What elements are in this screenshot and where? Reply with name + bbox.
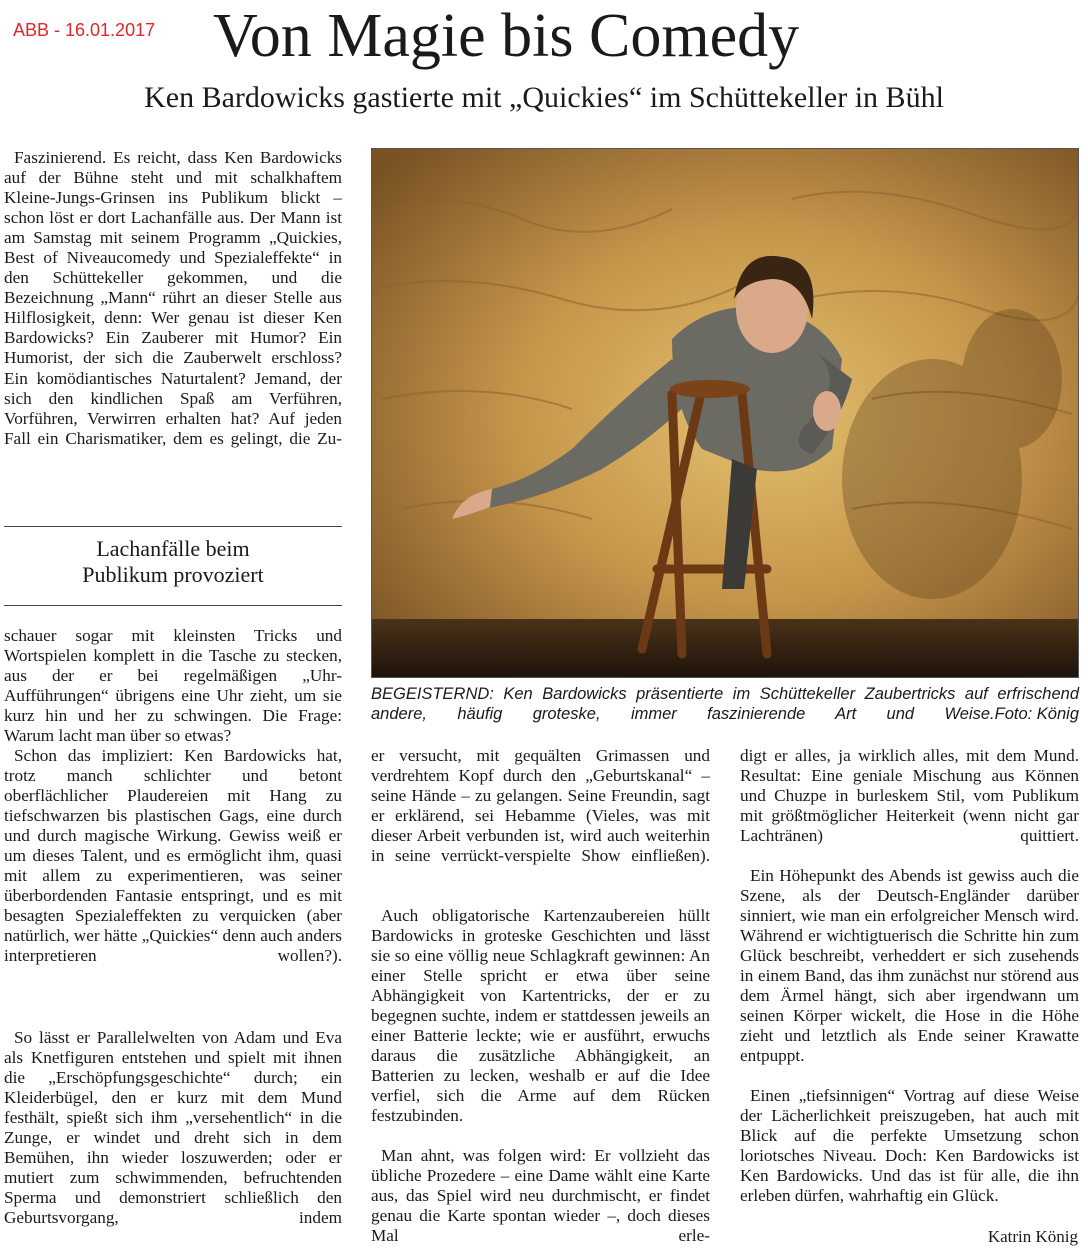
- author-byline: Katrin König: [987, 1227, 1078, 1246]
- headline: Von Magie bis Comedy: [213, 2, 800, 70]
- col1-paragraph: So lässt er Parallelwelten von Adam und Eva als Knetfiguren entstehen und spielt mit ihnen die „Erschöpfungsgeschichte“ durch; ein Kleiderbügel, den er kurz mit dem Mund festhält, spießt sich ihm „versehentlich“ in die Zunge, er windet und dreht sich in dem Bemühen, ihn wieder loszuwerden; oder er mutiert zum schwimmenden, befruchtenden Sperma und demonstriert schließlich den Geburtsvorgang, indem: [4, 1028, 342, 1228]
- col3-paragraph: Einen „tiefsinnigen“ Vortrag auf diese Weise der Lächerlichkeit preiszugeben, hat auch mit Blick auf die perfekte Umsetzung schon loriotsches Niveau. Doch: Ken Bardowicks ist Ken Bardowicks. Und das ist für alle, die ihn erleben dürfen, wahrhaftig ein Glück.: [740, 1086, 1079, 1206]
- photo-credit: Foto: König: [994, 705, 1079, 723]
- photo-caption: [371, 684, 1079, 724]
- col2-paragraph: er versucht, mit gequälten Grimassen und verdrehtem Kopf durch den „Geburtskanal“ – seine Hände – zu gelangen. Seine Freundin, sagt er erklärend, sei Hebamme (Vieles, was mit dieser Arbeit verbunden ist, wird auch weiterhin in seine verrückt-verspielte Show einfließen).: [371, 746, 710, 866]
- section-divider-bottom: [4, 605, 342, 606]
- col1-paragraph: schauer sogar mit kleinsten Tricks und Wortspielen komplett in die Tasche zu stecken, aus der er bei regelmäßigen „Uhr-Aufführungen“ übrigens eine Uhr zieht, um sie kurz hin und her zu schwingen. Die Frage: Warum lacht man über so etwas?: [4, 626, 342, 746]
- col1-paragraph: Faszinierend. Es reicht, dass Ken Bardowicks auf der Bühne steht und mit schalkhaftem Kleine-Jungs-Grinsen ins Publikum blickt – schon löst er dort Lachanfälle aus. Der Mann ist am Samstag mit seinem Programm „Quickies, Best of Niveaucomedy und Spezialeffekte“ in den Schüttekeller gekommen, und die Bezeichnung „Mann“ rührt an dieser Stelle aus Hilflosigkeit, denn: Wer genau ist dieser Ken Bardowicks? Ein Zauberer mit Humor? Ein Humorist, der sich die Zauberwelt erschloss? Ein komödiantisches Naturtalent? Jemand, der sich den kindlichen Spaß am Verführen, Vorführen, Verwirren erhalten hat? Auf jeden Fall ein Charismatiker, dem es gelingt, die Zu-: [4, 148, 342, 448]
- intertitle-line-1: Lachanfälle beim: [96, 536, 250, 561]
- performer-photo-image: [372, 149, 1079, 678]
- subheadline: Ken Bardowicks gastierte mit „Quickies“ im Schüttekeller in Bühl: [144, 81, 944, 114]
- intertitle-line-2: Publikum provoziert: [82, 562, 264, 587]
- performer-photo: [371, 148, 1079, 678]
- section-divider-top: [4, 526, 342, 527]
- col3-paragraph: digt er alles, ja wirklich alles, mit dem Mund. Resultat: Eine geniale Mischung aus Können und Chuzpe in burleskem Stil, vom Publikum mit größtmöglicher Heiterkeit (wenn nicht gar Lachtränen) quittiert.: [740, 746, 1079, 846]
- caption-text: BEGEISTERND: Ken Bardowicks präsentierte im Schüttekeller Zaubertricks auf erfrischend andere, häufig groteske, immer faszinierende Art und Weise.: [371, 685, 1079, 723]
- intertitle: [4, 536, 342, 588]
- col1-paragraph: Schon das impliziert: Ken Bardowicks hat, trotz manch schlichter und betont oberflächlicher Plaudereien mit Hang zu tiefschwarzen bis plastischen Gags, eine durch und durch magische Wirkung. Gewiss weiß er um dieses Talent, und es ermöglicht ihm, quasi mit allem zu experimentieren, was seiner überbordenden Fantasie entspringt, und es mit besagten Spezialeffekten zu verquicken (aber natürlich, wer hätte „Quickies“ denn auch anders interpretieren wollen?).: [4, 746, 342, 966]
- col3-paragraph: Ein Höhepunkt des Abends ist gewiss auch die Szene, als der Deutsch-Engländer darüber sinniert, wie man ein erfolgreicher Mensch wird. Während er wichtigtuerisch die Schritte hin zum Glück beschreibt, verheddert er sich zusehends in einem Band, das ihm zunächst nur störend aus dem Ärmel hängt, sich aber irgendwann um seinen Körper wickelt, die Hose in die Höhe zieht und letztlich als Ende seiner Krawatte entpuppt.: [740, 866, 1079, 1066]
- date-stamp: ABB - 16.01.2017: [13, 20, 156, 40]
- col2-paragraph: Auch obligatorische Kartenzaubereien hüllt Bardowicks in groteske Geschichten und lässt sie so eine völlig neue Schlagkraft gewinnen: An einer Stelle spricht er etwa über seine Abhängigkeit von Kartentricks, der er zu begegnen suchte, indem er stattdessen jeweils an einer Batterie leckte; wie er ausführt, erwuchs daraus die zusätzliche Abhängigkeit, an Batterien zu lecken, weshalb er auf die Idee verfiel, sich die Arme auf dem Rücken festzubinden.: [371, 906, 710, 1126]
- col2-paragraph: Man ahnt, was folgen wird: Er vollzieht das übliche Prozedere – eine Dame wählt eine Karte aus, das Spiel wird neu durchmischt, er findet genau die Karte spontan wieder –, doch dieses Mal erle-: [371, 1146, 710, 1246]
